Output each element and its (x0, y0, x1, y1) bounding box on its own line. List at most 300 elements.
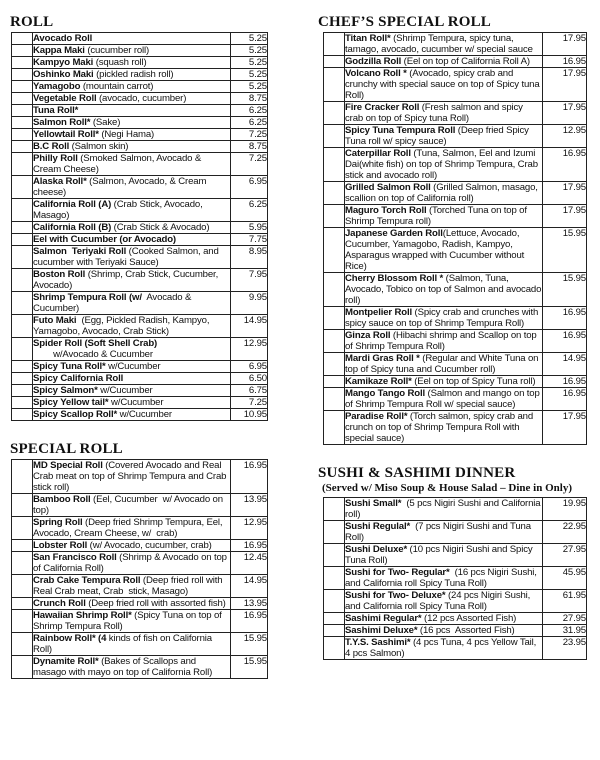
menu-item-row (324, 307, 587, 330)
item-price: 5.95 (231, 222, 268, 234)
check-cell (12, 246, 33, 269)
check-cell (12, 552, 33, 575)
item-price: 15.95 (543, 273, 587, 307)
item-desc: (Sake) (90, 117, 121, 128)
item-desc: kinds of fish on California Roll) (33, 633, 215, 655)
item-desc: (Grilled Salmon, masago, scallion on top of California roll) (345, 182, 541, 204)
menu-item-row (12, 57, 268, 69)
item-name: Crunch Roll (33, 598, 86, 609)
item-name: Maguro Torch Roll (345, 205, 427, 216)
item-price: 23.95 (543, 637, 587, 660)
item-name: Lobster Roll (33, 540, 88, 551)
item-price: 6.95 (231, 361, 268, 373)
item-name: Dynamite Roll* (33, 656, 99, 667)
item-desc: (pickled radish roll) (93, 69, 174, 80)
item-price: 15.95 (231, 656, 268, 679)
item-desc: (Avocado, spicy crab and crunchy with special sauce on top of Spicy tuna Roll) (345, 68, 543, 101)
item-desc: (Deep fried Shrimp Tempura, Eel, Avocado, Cream Cheese, w/ crab) (33, 517, 225, 539)
item-cell (33, 246, 231, 269)
item-price: 16.95 (231, 610, 268, 633)
check-cell (12, 460, 33, 494)
check-cell (12, 269, 33, 292)
item-cell (33, 517, 231, 540)
check-cell (324, 102, 345, 125)
item-name: Volcano Roll * (345, 68, 407, 79)
item-price: 13.95 (231, 494, 268, 517)
menu-item-row (324, 521, 587, 544)
check-cell (324, 68, 345, 102)
item-name: Sushi Deluxe* (345, 544, 408, 555)
item-name: Vegetable Roll (33, 93, 97, 104)
item-price: 7.95 (231, 269, 268, 292)
item-price: 17.95 (543, 205, 587, 228)
item-name: Boston Roll (33, 269, 86, 280)
item-cell (33, 598, 231, 610)
check-cell (324, 125, 345, 148)
item-price: 17.95 (543, 102, 587, 125)
item-desc: (Negi Hama) (98, 129, 155, 140)
check-cell (12, 397, 33, 409)
item-price: 12.45 (231, 552, 268, 575)
menu-item-row (12, 153, 268, 176)
item-name: Sushi Small* (345, 498, 402, 509)
menu-item-row (12, 517, 268, 540)
check-cell (12, 338, 33, 361)
item-desc: (avocado, cucumber) (96, 93, 187, 104)
menu-item-row (324, 544, 587, 567)
item-desc: (Salmon and mango on top of Shrimp Tempura Roll w/ special sauce) (345, 388, 543, 410)
menu-item-row (324, 637, 587, 660)
item-price: 6.25 (231, 105, 268, 117)
item-name: Grilled Salmon Roll (345, 182, 431, 193)
item-name: Kampyo Maki (33, 57, 94, 68)
menu-item-row (12, 234, 268, 246)
check-cell (324, 33, 345, 56)
check-cell (324, 388, 345, 411)
item-name: Fire Cracker Roll (345, 102, 420, 113)
item-price: 14.95 (231, 315, 268, 338)
check-cell (324, 590, 345, 613)
item-name: Spicy Tuna Tempura Roll (345, 125, 456, 136)
item-price: 6.25 (231, 199, 268, 222)
item-name: Futo Maki (33, 315, 77, 326)
item-cell (345, 33, 543, 56)
item-desc: (Spicy crab and crunches with spicy sauce on top of Shrimp Tempura Roll) (345, 307, 541, 329)
item-price: 17.95 (543, 411, 587, 445)
menu-item-row (324, 125, 587, 148)
check-cell (12, 57, 33, 69)
menu-item-row (12, 409, 268, 421)
menu-item-row (12, 575, 268, 598)
item-price: 5.25 (231, 81, 268, 93)
item-price: 31.95 (543, 625, 587, 637)
item-price: 6.75 (231, 385, 268, 397)
item-cell (345, 637, 543, 660)
item-cell (345, 307, 543, 330)
menu-item-row (324, 590, 587, 613)
item-name: Ginza Roll (345, 330, 391, 341)
item-cell (345, 613, 543, 625)
menu-item-row (324, 376, 587, 388)
item-price: 9.95 (231, 292, 268, 315)
item-cell (33, 57, 231, 69)
item-name: Bamboo Roll (33, 494, 91, 505)
item-cell (33, 656, 231, 679)
item-name: Salmon Roll* (33, 117, 91, 128)
check-cell (324, 613, 345, 625)
item-desc: w/Cucumber (108, 397, 164, 408)
menu-item-row (324, 148, 587, 182)
item-price: 5.25 (231, 45, 268, 57)
menu-item-row (324, 205, 587, 228)
item-cell (345, 498, 543, 521)
check-cell (324, 567, 345, 590)
section-title-roll: ROLL (10, 14, 54, 30)
menu-item-row (12, 656, 268, 679)
item-cell (345, 353, 543, 376)
check-cell (12, 633, 33, 656)
item-name: Spicy Scallop Roll* (33, 409, 118, 420)
item-price: 6.25 (231, 117, 268, 129)
menu-item-row (12, 45, 268, 57)
left-column (10, 14, 268, 679)
item-desc: (4 pcs Tuna, 4 pcs Yellow Tail, 4 pcs Salmon) (345, 637, 539, 659)
menu-item-row (324, 33, 587, 56)
menu-item-row (12, 246, 268, 269)
item-price: 10.95 (231, 409, 268, 421)
item-price: 14.95 (543, 353, 587, 376)
item-price: 5.25 (231, 33, 268, 45)
item-cell (33, 199, 231, 222)
menu-item-row (12, 81, 268, 93)
item-name: Sashimi Deluxe* (345, 625, 418, 636)
menu-item-row (12, 397, 268, 409)
menu-item-row (12, 385, 268, 397)
check-cell (12, 373, 33, 385)
item-desc: (16 pcs Nigiri Sushi, and California roll Spicy Tuna Roll) (345, 567, 540, 589)
menu-item-row (12, 361, 268, 373)
menu-item-row (324, 567, 587, 590)
item-name: San Francisco Roll (33, 552, 117, 563)
check-cell (12, 222, 33, 234)
item-name: Salmon Teriyaki Roll (33, 246, 127, 257)
item-name: Spicy Tuna Roll* (33, 361, 106, 372)
item-desc: (Crab Stick & Avocado) (111, 222, 210, 233)
menu-item-row (12, 292, 268, 315)
item-desc: (Salmon, Tuna, Avocado, Tobico on top of Salmon and avocado roll) (345, 273, 544, 306)
item-name: Caterpillar Roll (345, 148, 411, 159)
item-cell (33, 222, 231, 234)
check-cell (12, 69, 33, 81)
check-cell (12, 105, 33, 117)
item-price: 17.95 (543, 68, 587, 102)
item-cell (33, 575, 231, 598)
item-cell (345, 273, 543, 307)
item-desc: (cucumber roll) (84, 45, 150, 56)
menu-item-row (12, 373, 268, 385)
check-cell (12, 292, 33, 315)
item-desc: (Deep fried roll with Real Crab meat, Crab stick, Masago) (33, 575, 225, 597)
item-desc: (Covered Avocado and Real Crab meat on top of Shrimp Tempura and Crab stick roll) (33, 460, 229, 493)
menu-item-row (12, 129, 268, 141)
item-desc: (Eel on top of Spicy Tuna roll) (411, 376, 536, 387)
menu-item-row (324, 330, 587, 353)
menu-item-row (12, 598, 268, 610)
item-desc: (Egg, Pickled Radish, Kampyo, Yamagobo, Avocado, Crab Stick) (33, 315, 212, 337)
item-cell (345, 56, 543, 68)
item-price: 16.95 (543, 388, 587, 411)
item-price: 7.25 (231, 153, 268, 176)
menu-item-row (12, 315, 268, 338)
item-price: 15.95 (543, 228, 587, 273)
item-cell (33, 81, 231, 93)
menu-item-row (12, 33, 268, 45)
item-price: 16.95 (543, 330, 587, 353)
check-cell (324, 330, 345, 353)
check-cell (324, 228, 345, 273)
item-cell (345, 148, 543, 182)
item-desc: (Shrimp & Avocado on top of California Roll) (33, 552, 230, 574)
item-name: Tuna Roll* (33, 105, 79, 116)
item-price: 8.95 (231, 246, 268, 269)
menu-item-row (324, 273, 587, 307)
item-name: Spicy Salmon* (33, 385, 98, 396)
item-name: Japanese Garden Roll (345, 228, 443, 239)
check-cell (324, 376, 345, 388)
item-name: Sushi for Two- Regular* (345, 567, 450, 578)
item-desc: (Spicy Tuna on top of Shrimp Tempura Roll) (33, 610, 225, 632)
item-name: Mardi Gras Roll * (345, 353, 420, 364)
item-desc: (Shrimp, Crab Stick, Cucumber, Avocado) (33, 269, 221, 291)
menu-item-row (12, 494, 268, 517)
menu-item-row (12, 269, 268, 292)
item-desc: (Salmon, Avocado, & Cream cheese) (33, 176, 209, 198)
item-desc: (Cooked Salmon, and cucumber with Teriyaki Sauce) (33, 246, 222, 268)
check-cell (12, 610, 33, 633)
menu-item-row (12, 552, 268, 575)
menu-item-row (12, 199, 268, 222)
item-desc: (24 pcs Nigiri Sushi, and California roll Spicy Tuna Roll) (345, 590, 533, 612)
item-cell (345, 544, 543, 567)
item-cell (33, 234, 231, 246)
item-price: 8.75 (231, 93, 268, 105)
item-cell (345, 182, 543, 205)
check-cell (324, 625, 345, 637)
item-cell (33, 315, 231, 338)
item-cell (33, 397, 231, 409)
item-cell (345, 521, 543, 544)
item-name: Kamikaze Roll* (345, 376, 412, 387)
item-price: 12.95 (231, 517, 268, 540)
item-price: 12.95 (543, 125, 587, 148)
item-price: 17.95 (543, 33, 587, 56)
item-cell (33, 494, 231, 517)
item-desc: w/Avocado & Cucumber (53, 349, 153, 360)
item-cell (345, 388, 543, 411)
item-desc: (Crab Stick, Avocado, Masago) (33, 199, 206, 221)
item-desc: (Hibachi shrimp and Scallop on top of Shrimp Tempura Roll) (345, 330, 540, 352)
menu-item-row (12, 141, 268, 153)
item-name: Shrimp Tempura Roll (w/ (33, 292, 142, 303)
check-cell (12, 361, 33, 373)
item-desc: w/Cucumber (105, 361, 161, 372)
check-cell (12, 656, 33, 679)
item-desc: (10 pcs Nigiri Sushi and Spicy Tuna Roll) (345, 544, 535, 566)
menu-item-row (324, 56, 587, 68)
item-cell (33, 460, 231, 494)
item-name: Alaska Roll* (33, 176, 87, 187)
item-name: Sashimi Regular* (345, 613, 422, 624)
item-price: 8.75 (231, 141, 268, 153)
item-cell (345, 590, 543, 613)
item-price: 16.95 (231, 460, 268, 494)
menu-item-row (324, 625, 587, 637)
right-column (318, 14, 588, 660)
item-price: 5.25 (231, 57, 268, 69)
item-cell (345, 411, 543, 445)
item-price: 16.95 (231, 540, 268, 552)
item-price: 27.95 (543, 613, 587, 625)
item-desc: (Torch salmon, spicy crab and crunch on top of Shrimp Tempura Roll with special sauce) (345, 411, 536, 444)
item-cell (33, 409, 231, 421)
menu-item-row (12, 69, 268, 81)
check-cell (12, 93, 33, 105)
item-name: Godzilla Roll (345, 56, 402, 67)
item-desc: (w/ Avocado, cucumber, crab) (87, 540, 212, 551)
item-cell (33, 105, 231, 117)
item-desc: (Torched Tuna on top of Shrimp Tempura roll) (345, 205, 530, 227)
item-name: Philly Roll (33, 153, 78, 164)
item-desc: (5 pcs Nigiri Sushi and California roll) (345, 498, 543, 520)
item-name: Titan Roll* (345, 33, 391, 44)
section-title-special-roll: SPECIAL ROLL (10, 441, 123, 457)
check-cell (12, 234, 33, 246)
dinner-subtitle: (Served w/ Miso Soup & House Salad – Dine in Only) (322, 482, 572, 494)
item-name: B.C Roll (33, 141, 70, 152)
menu-item-row (12, 93, 268, 105)
item-cell (345, 330, 543, 353)
item-cell (33, 540, 231, 552)
item-name: Paradise Roll* (345, 411, 408, 422)
item-cell (345, 567, 543, 590)
item-cell (33, 552, 231, 575)
check-cell (12, 540, 33, 552)
menu-item-row (324, 182, 587, 205)
check-cell (12, 315, 33, 338)
item-cell (33, 93, 231, 105)
special-roll-table (11, 459, 268, 679)
item-desc: (7 pcs Nigiri Sushi and Tuna Roll) (345, 521, 534, 543)
item-desc: (Deep fried Spicy Tuna roll w/ spicy sauce) (345, 125, 532, 147)
item-desc: (Regular and White Tuna on top of Spicy tuna and Cucumber roll) (345, 353, 541, 375)
check-cell (12, 199, 33, 222)
item-cell (345, 625, 543, 637)
check-cell (324, 411, 345, 445)
check-cell (324, 353, 345, 376)
item-price: 7.25 (231, 397, 268, 409)
item-cell (33, 153, 231, 176)
item-price: 16.95 (543, 148, 587, 182)
menu-item-row (324, 68, 587, 102)
item-desc: (16 pcs Assorted Fish) (417, 625, 515, 636)
item-name: Yamagobo (33, 81, 81, 92)
item-name: Eel with Cucumber (or Avocado) (33, 234, 176, 245)
check-cell (12, 45, 33, 57)
item-price: 16.95 (543, 376, 587, 388)
item-name: Avocado Roll (33, 33, 93, 44)
item-name: California Roll (A) (33, 199, 112, 210)
check-cell (12, 409, 33, 421)
item-name: Oshinko Maki (33, 69, 94, 80)
check-cell (12, 598, 33, 610)
item-name: Cherry Blossom Roll * (345, 273, 444, 284)
item-cell (33, 117, 231, 129)
item-desc: (12 pcs Assorted Fish) (421, 613, 517, 624)
item-desc: (Eel on top of California Roll A) (401, 56, 530, 67)
item-price: 14.95 (231, 575, 268, 598)
item-desc: (mountain carrot) (80, 81, 154, 92)
check-cell (324, 521, 345, 544)
item-desc: (Salmon skin) (69, 141, 129, 152)
item-price: 13.95 (231, 598, 268, 610)
item-desc: (Shrimp Tempura, spicy tuna, tamago, avocado, cucumber w/ special sauce (345, 33, 533, 55)
check-cell (324, 307, 345, 330)
item-cell (33, 269, 231, 292)
item-cell (33, 373, 231, 385)
item-name: Sushi for Two- Deluxe* (345, 590, 446, 601)
menu-item-row (12, 117, 268, 129)
item-name: Spicy California Roll (33, 373, 124, 384)
check-cell (324, 182, 345, 205)
item-name: Hawaiian Shrimp Roll* (33, 610, 132, 621)
check-cell (12, 517, 33, 540)
sushi-sashimi-dinner-table (323, 497, 587, 660)
item-cell (33, 610, 231, 633)
item-price: 15.95 (231, 633, 268, 656)
check-cell (12, 153, 33, 176)
check-cell (324, 56, 345, 68)
menu-item-row (12, 460, 268, 494)
item-name: MD Special Roll (33, 460, 103, 471)
check-cell (12, 81, 33, 93)
item-price: 61.95 (543, 590, 587, 613)
section-title-sushi-sashimi-dinner: SUSHI & SASHIMI DINNER (318, 465, 516, 481)
chefs-special-roll-table (323, 32, 587, 445)
item-cell (33, 69, 231, 81)
item-price: 7.75 (231, 234, 268, 246)
menu-item-row (324, 613, 587, 625)
item-cell (345, 68, 543, 102)
item-cell (33, 45, 231, 57)
item-desc: (Tuna, Salmon, Eel and Izumi Dai(white fish) on top of Shrimp Tempura, Crab stick and avocado roll) (345, 148, 541, 181)
menu-item-row (324, 411, 587, 445)
item-price: 22.95 (543, 521, 587, 544)
item-price: 5.25 (231, 69, 268, 81)
check-cell (12, 141, 33, 153)
item-price: 6.95 (231, 176, 268, 199)
item-cell (33, 33, 231, 45)
check-cell (12, 494, 33, 517)
roll-table (11, 32, 268, 421)
item-cell (33, 176, 231, 199)
item-desc: (Fresh salmon and spicy crab on top of Spicy tuna Roll) (345, 102, 526, 124)
item-price: 19.95 (543, 498, 587, 521)
item-name: Spicy Yellow tail* (33, 397, 109, 408)
check-cell (324, 498, 345, 521)
item-price: 27.95 (543, 544, 587, 567)
check-cell (324, 205, 345, 228)
item-cell (345, 125, 543, 148)
